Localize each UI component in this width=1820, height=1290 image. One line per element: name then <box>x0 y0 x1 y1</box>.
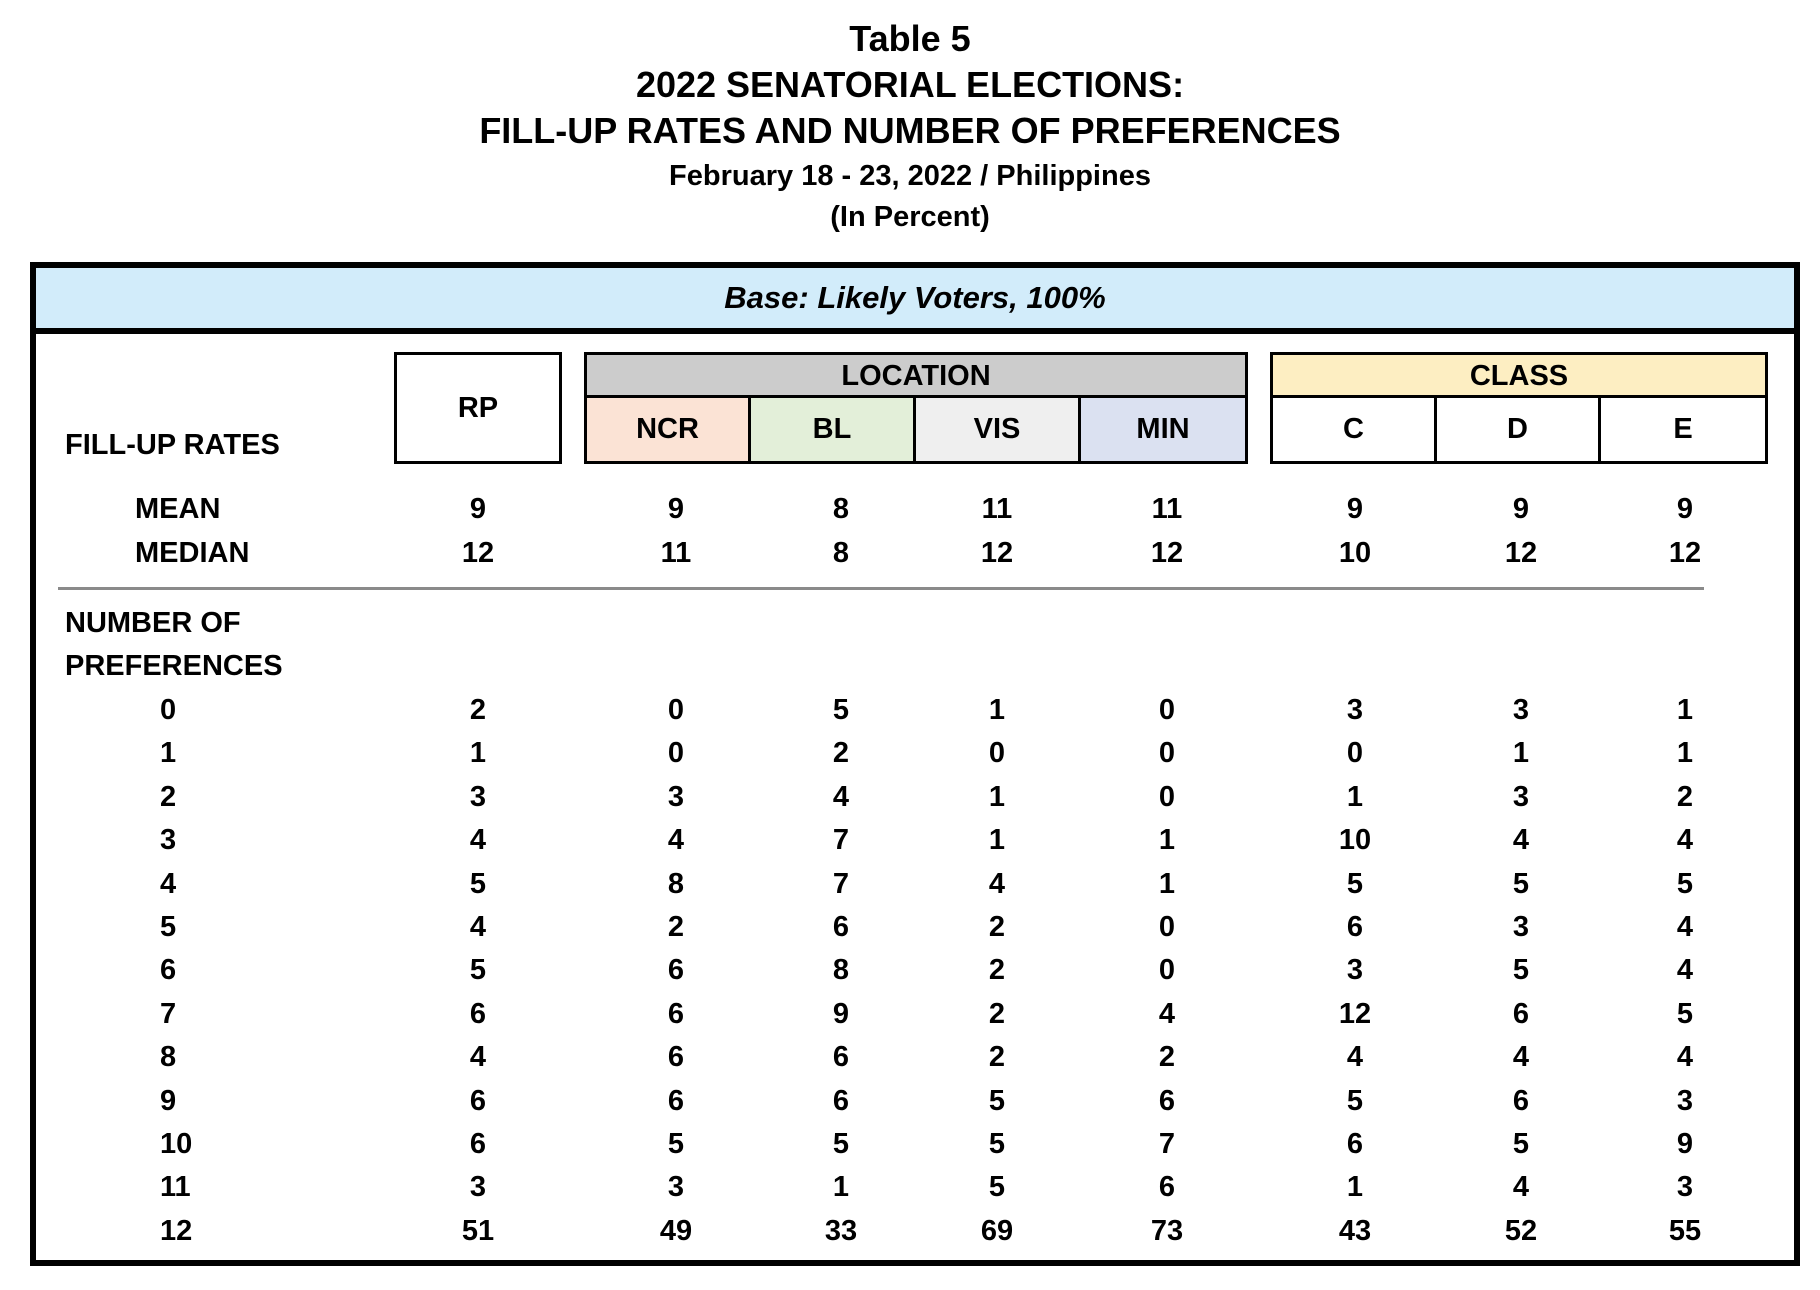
cell-vis: 69 <box>980 1215 1014 1247</box>
cell-rp: 6 <box>469 1128 487 1160</box>
cell-bl: 6 <box>832 911 850 943</box>
cell-ncr: 0 <box>667 737 685 769</box>
cell-rp: 2 <box>469 694 487 726</box>
cell-bl: 2 <box>832 737 850 769</box>
cell-e: 4 <box>1676 911 1694 943</box>
preferences-row-label: 11 <box>160 1171 191 1203</box>
cell-min: 0 <box>1158 737 1176 769</box>
cell-bl: 7 <box>832 868 850 900</box>
cell-e: 3 <box>1676 1171 1694 1203</box>
cell-min: 6 <box>1158 1171 1176 1203</box>
cell-e: 4 <box>1676 1041 1694 1073</box>
cell-bl: 6 <box>832 1041 850 1073</box>
cell-bl: 8 <box>832 493 850 525</box>
cell-c: 0 <box>1346 737 1364 769</box>
cell-min: 7 <box>1158 1128 1176 1160</box>
cell-e: 1 <box>1676 737 1694 769</box>
preferences-row-label: 7 <box>160 998 177 1030</box>
cell-d: 1 <box>1512 737 1530 769</box>
section-divider <box>58 587 1704 590</box>
fill-up-rates-label: FILL-UP RATES <box>65 429 280 461</box>
fill_up-row-label: MEAN <box>135 493 221 525</box>
cell-min: 2 <box>1158 1041 1176 1073</box>
preferences-row-label: 3 <box>160 824 177 856</box>
preferences-row-label: 0 <box>160 694 177 726</box>
cell-c: 12 <box>1338 998 1372 1030</box>
col-header-vis: VIS <box>916 398 1081 461</box>
cell-bl: 4 <box>832 781 850 813</box>
cell-vis: 5 <box>988 1085 1006 1117</box>
cell-c: 1 <box>1346 781 1364 813</box>
cell-e: 1 <box>1676 694 1694 726</box>
cell-vis: 4 <box>988 868 1006 900</box>
cell-e: 2 <box>1676 781 1694 813</box>
cell-bl: 5 <box>832 694 850 726</box>
cell-d: 52 <box>1504 1215 1538 1247</box>
cell-d: 5 <box>1512 954 1530 986</box>
cell-c: 4 <box>1346 1041 1364 1073</box>
cell-bl: 1 <box>832 1171 850 1203</box>
cell-rp: 5 <box>469 868 487 900</box>
cell-min: 11 <box>1151 493 1183 525</box>
col-header-e: E <box>1673 413 1693 445</box>
cell-ncr: 2 <box>667 911 685 943</box>
cell-c: 43 <box>1338 1215 1372 1247</box>
cell-d: 9 <box>1512 493 1530 525</box>
cell-vis: 2 <box>988 954 1006 986</box>
preferences-label-line2: PREFERENCES <box>65 650 283 682</box>
cell-rp: 51 <box>461 1215 495 1247</box>
cell-min: 0 <box>1158 954 1176 986</box>
cell-rp: 3 <box>469 781 487 813</box>
cell-rp: 6 <box>469 1085 487 1117</box>
location-header: LOCATION <box>587 355 1245 398</box>
col-header-min: MIN <box>1081 398 1245 461</box>
cell-bl: 8 <box>832 537 850 569</box>
preferences-row-label: 1 <box>160 737 177 769</box>
cell-e: 9 <box>1676 1128 1694 1160</box>
cell-e: 5 <box>1676 998 1694 1030</box>
cell-ncr: 6 <box>667 1085 685 1117</box>
cell-e: 5 <box>1676 868 1694 900</box>
cell-ncr: 49 <box>659 1215 693 1247</box>
cell-ncr: 3 <box>667 781 685 813</box>
preferences-row-label: 8 <box>160 1041 177 1073</box>
table-title-line1: 2022 SENATORIAL ELECTIONS: <box>635 64 1185 105</box>
cell-bl: 33 <box>824 1215 858 1247</box>
cell-min: 73 <box>1150 1215 1184 1247</box>
cell-vis: 5 <box>988 1171 1006 1203</box>
cell-ncr: 3 <box>667 1171 685 1203</box>
cell-ncr: 11 <box>660 537 692 569</box>
cell-d: 5 <box>1512 1128 1530 1160</box>
cell-vis: 5 <box>988 1128 1006 1160</box>
cell-bl: 9 <box>832 998 850 1030</box>
cell-rp: 12 <box>461 537 495 569</box>
cell-c: 3 <box>1346 694 1364 726</box>
cell-vis: 2 <box>988 998 1006 1030</box>
cell-rp: 6 <box>469 998 487 1030</box>
class-header: CLASS <box>1273 355 1765 398</box>
cell-d: 6 <box>1512 1085 1530 1117</box>
cell-c: 5 <box>1346 868 1364 900</box>
preferences-row-label: 9 <box>160 1085 177 1117</box>
preferences-row-label: 4 <box>160 868 177 900</box>
cell-d: 6 <box>1512 998 1530 1030</box>
cell-c: 10 <box>1338 537 1372 569</box>
table-number: Table 5 <box>849 18 971 59</box>
cell-d: 4 <box>1512 824 1530 856</box>
col-header-c: C <box>1273 398 1437 461</box>
cell-ncr: 6 <box>667 998 685 1030</box>
table-subtitle: February 18 - 23, 2022 / Philippines <box>669 160 1151 192</box>
cell-bl: 8 <box>832 954 850 986</box>
rp-header-label: RP <box>457 392 499 424</box>
cell-d: 4 <box>1512 1171 1530 1203</box>
cell-e: 4 <box>1676 824 1694 856</box>
cell-e: 9 <box>1676 493 1694 525</box>
cell-vis: 0 <box>988 737 1006 769</box>
preferences-row-label: 10 <box>160 1128 193 1160</box>
cell-d: 3 <box>1512 781 1530 813</box>
preferences-row-label: 6 <box>160 954 177 986</box>
col-header-ncr: NCR <box>587 398 751 461</box>
cell-bl: 6 <box>832 1085 850 1117</box>
table-unit: (In Percent) <box>830 201 990 233</box>
preferences-row-label: 5 <box>160 911 177 943</box>
rp-header <box>394 352 562 464</box>
cell-e: 12 <box>1668 537 1702 569</box>
col-header-d: D <box>1437 398 1601 461</box>
cell-min: 12 <box>1150 537 1184 569</box>
cell-c: 1 <box>1346 1171 1364 1203</box>
preferences-row-label: 2 <box>160 781 177 813</box>
cell-bl: 5 <box>832 1128 850 1160</box>
cell-c: 6 <box>1346 911 1364 943</box>
cell-min: 0 <box>1158 781 1176 813</box>
cell-rp: 4 <box>469 824 487 856</box>
cell-ncr: 6 <box>667 1041 685 1073</box>
cell-min: 1 <box>1158 868 1176 900</box>
cell-rp: 9 <box>469 493 487 525</box>
cell-min: 6 <box>1158 1085 1176 1117</box>
cell-d: 12 <box>1504 537 1538 569</box>
col-header-bl: BL <box>751 398 916 461</box>
cell-c: 5 <box>1346 1085 1364 1117</box>
cell-e: 4 <box>1676 954 1694 986</box>
cell-bl: 7 <box>832 824 850 856</box>
cell-vis: 1 <box>988 781 1006 813</box>
cell-c: 3 <box>1346 954 1364 986</box>
cell-d: 3 <box>1512 694 1530 726</box>
cell-rp: 1 <box>469 737 487 769</box>
preferences-row-label: 12 <box>160 1215 193 1247</box>
cell-d: 5 <box>1512 868 1530 900</box>
cell-c: 10 <box>1338 824 1372 856</box>
preferences-label-line1: NUMBER OF <box>65 607 241 639</box>
cell-vis: 1 <box>988 824 1006 856</box>
cell-rp: 5 <box>469 954 487 986</box>
cell-min: 0 <box>1158 911 1176 943</box>
table-title-line2: FILL-UP RATES AND NUMBER OF PREFERENCES <box>479 110 1341 151</box>
cell-rp: 4 <box>469 911 487 943</box>
cell-ncr: 4 <box>667 824 685 856</box>
cell-vis: 11 <box>981 493 1013 525</box>
cell-ncr: 5 <box>667 1128 685 1160</box>
cell-vis: 12 <box>980 537 1014 569</box>
cell-vis: 2 <box>988 911 1006 943</box>
cell-e: 3 <box>1676 1085 1694 1117</box>
fill_up-row-label: MEDIAN <box>135 537 250 569</box>
cell-c: 9 <box>1346 493 1364 525</box>
cell-rp: 3 <box>469 1171 487 1203</box>
cell-ncr: 9 <box>667 493 685 525</box>
cell-min: 1 <box>1158 824 1176 856</box>
cell-ncr: 8 <box>667 868 685 900</box>
cell-ncr: 0 <box>667 694 685 726</box>
cell-vis: 1 <box>988 694 1006 726</box>
cell-e: 55 <box>1668 1215 1702 1247</box>
cell-ncr: 6 <box>667 954 685 986</box>
base-bar: Base: Likely Voters, 100% <box>36 268 1794 334</box>
cell-d: 4 <box>1512 1041 1530 1073</box>
cell-c: 6 <box>1346 1128 1364 1160</box>
cell-min: 0 <box>1158 694 1176 726</box>
cell-vis: 2 <box>988 1041 1006 1073</box>
cell-min: 4 <box>1158 998 1176 1030</box>
cell-d: 3 <box>1512 911 1530 943</box>
cell-rp: 4 <box>469 1041 487 1073</box>
